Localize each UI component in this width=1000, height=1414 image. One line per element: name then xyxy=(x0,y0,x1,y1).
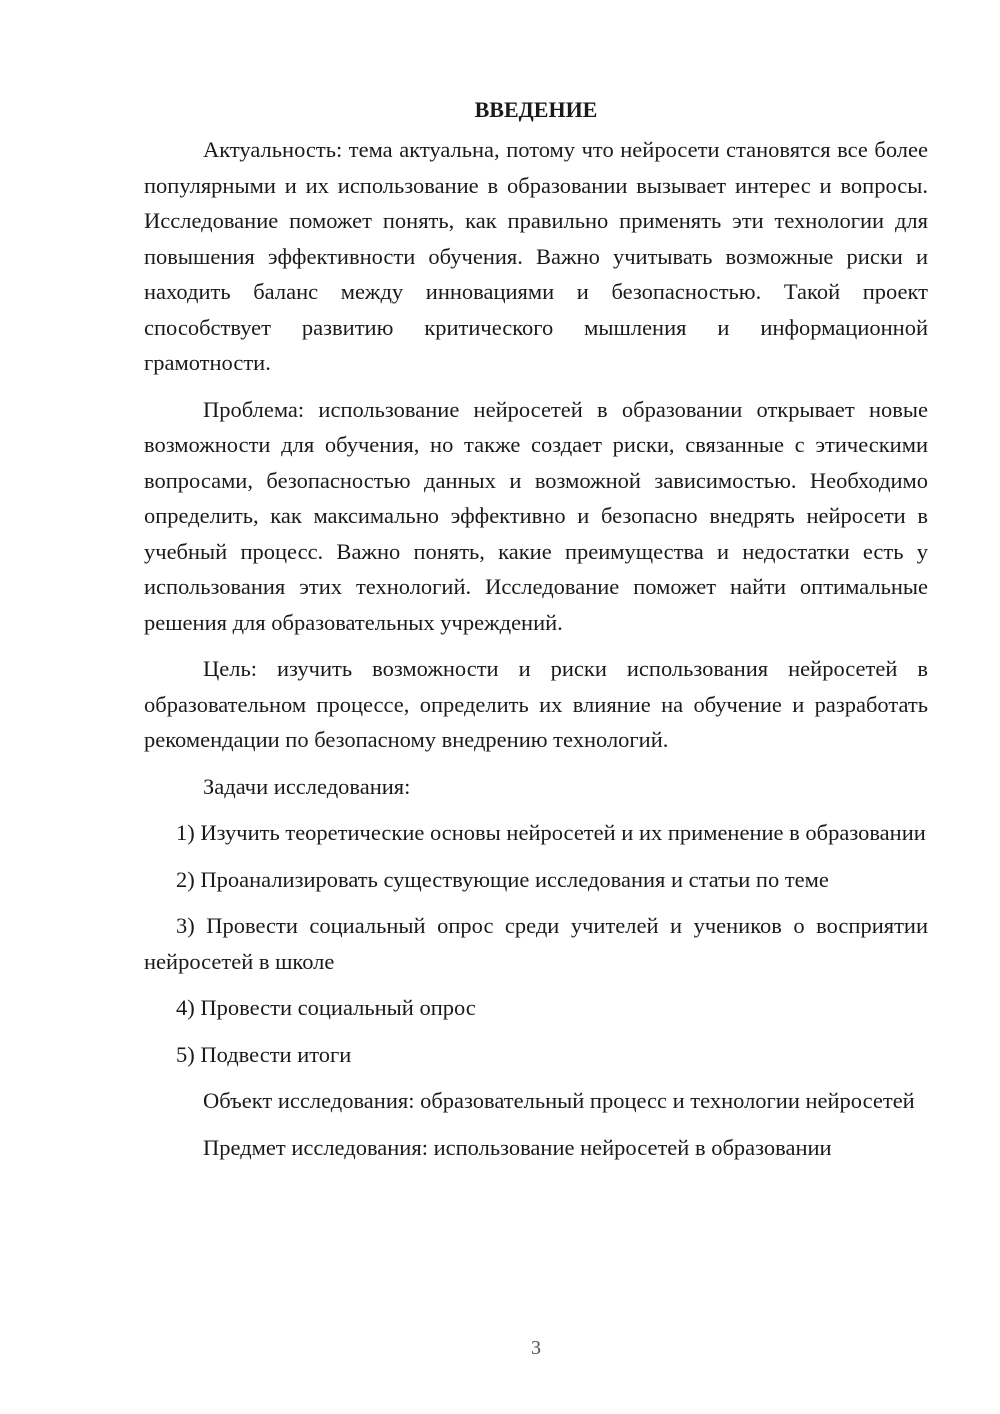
task-item-3: 3) Провести социальный опрос среди учителей и учеников о восприятии нейросетей в школе xyxy=(144,913,928,974)
paragraph-object: Объект исследования: образовательный процесс и технологии нейросетей xyxy=(203,1088,915,1113)
paragraph-relevance: Актуальность: тема актуальна, потому что нейросети становятся все более популярными и их использование в образовании вызывает интерес и вопросы. Исследование поможет понять, как правильно применять эти технологии для повышения эффективности обучения. Важно учитывать возможные риски и находить баланс между инновациями и безопасностью. Такой проект способствует развитию критического мышления и информационной грамотности. xyxy=(144,137,928,375)
paragraph-goal: Цель: изучить возможности и риски использования нейросетей в образовательном процессе, определить их влияние на обучение и разработать рекомендации по безопасному внедрению технологий. xyxy=(144,656,928,752)
page-title: ВВЕДЕНИЕ xyxy=(474,97,598,122)
page-content xyxy=(144,92,928,1176)
task-item-5: 5) Подвести итоги xyxy=(176,1041,352,1067)
paragraph-problem: Проблема: использование нейросетей в образовании открывает новые возможности для обучения, но также создает риски, связанные с этическими вопросами, безопасностью данных и возможной зависимостью. Необходимо определить, как максимально эффективно и безопасно внедрять нейросети в учебный процесс. Важно понять, какие преимущества и недостатки есть у использования этих технологий. Исследование поможет найти оптимальные решения для образовательных учреждений. xyxy=(144,396,928,635)
task-item-2: 2) Проанализировать существующие исследования и статьи по теме xyxy=(176,866,829,892)
task-item-4: 4) Провести социальный опрос xyxy=(176,995,476,1020)
paragraph-tasks-heading: Задачи исследования: xyxy=(203,773,411,799)
page-number: 3 xyxy=(531,1337,541,1359)
paragraph-subject: Предмет исследования: использование нейросетей в образовании xyxy=(203,1134,832,1160)
task-item-1: 1) Изучить теоретические основы нейросетей и их применение в образовании xyxy=(176,820,926,845)
